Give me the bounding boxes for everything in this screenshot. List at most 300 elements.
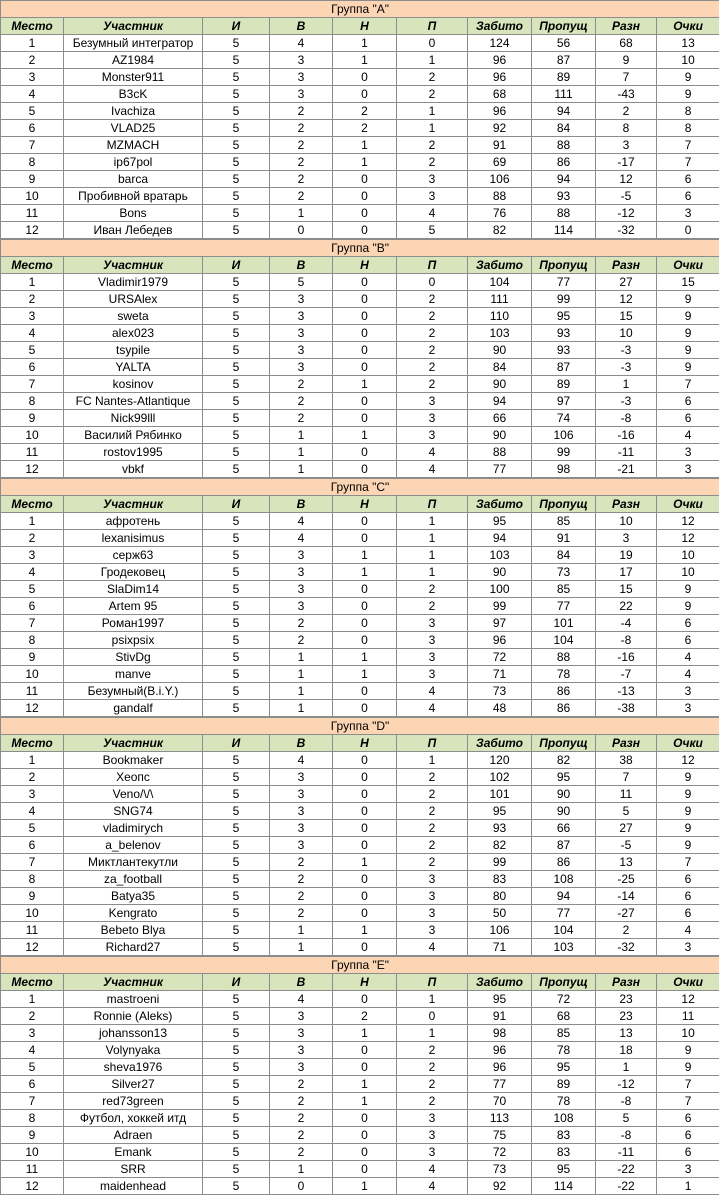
col-scored-cell: 96 (468, 69, 532, 86)
col-wins-cell: 4 (270, 991, 333, 1008)
col-games-cell: 5 (203, 35, 270, 52)
col-losses-cell: 1 (397, 120, 468, 137)
col-participant-cell: Миктлантекутли (64, 854, 203, 871)
col-losses-cell: 3 (397, 871, 468, 888)
col-games-cell: 5 (203, 888, 270, 905)
col-conceded-cell: 86 (532, 683, 596, 700)
col-losses-cell: 4 (397, 1161, 468, 1178)
col-draws-cell: 1 (333, 52, 397, 69)
table-row (1, 205, 719, 222)
col-wins-cell: 2 (270, 615, 333, 632)
col-losses-cell: 3 (397, 888, 468, 905)
col-scored-cell: 73 (468, 1161, 532, 1178)
col-scored-cell: 50 (468, 905, 532, 922)
table-row (1, 803, 719, 820)
col-wins-cell: 3 (270, 359, 333, 376)
table-row (1, 393, 719, 410)
col-place-cell: 5 (1, 581, 64, 598)
col-games-cell: 5 (203, 803, 270, 820)
col-conceded-cell: 87 (532, 52, 596, 69)
col-games-cell: 5 (203, 1025, 270, 1042)
col-points-cell: 6 (657, 188, 719, 205)
col-games-cell: 5 (203, 171, 270, 188)
col-games-cell: 5 (203, 649, 270, 666)
col-draws-header: Н (333, 18, 397, 35)
col-losses-cell: 2 (397, 1093, 468, 1110)
col-conceded-cell: 95 (532, 1059, 596, 1076)
col-games-cell: 5 (203, 513, 270, 530)
col-place-cell: 9 (1, 1127, 64, 1144)
col-conceded-cell: 73 (532, 564, 596, 581)
col-diff-cell: -32 (596, 939, 657, 956)
col-diff-cell: -14 (596, 888, 657, 905)
col-draws-cell: 0 (333, 1161, 397, 1178)
col-games-cell: 5 (203, 274, 270, 291)
col-participant-cell: red73green (64, 1093, 203, 1110)
table-row (1, 1161, 719, 1178)
col-diff-cell: 10 (596, 325, 657, 342)
col-draws-cell: 1 (333, 1178, 397, 1195)
col-scored-cell: 88 (468, 444, 532, 461)
col-losses-header: П (397, 496, 468, 513)
col-diff-cell: -16 (596, 649, 657, 666)
group-title-row (1, 479, 719, 496)
table-row (1, 871, 719, 888)
col-games-cell: 5 (203, 205, 270, 222)
col-wins-cell: 3 (270, 1059, 333, 1076)
col-conceded-header: Пропущ (532, 735, 596, 752)
col-losses-header: П (397, 18, 468, 35)
col-place-cell: 1 (1, 752, 64, 769)
table-row (1, 1042, 719, 1059)
col-games-cell: 5 (203, 1161, 270, 1178)
col-diff-cell: 5 (596, 803, 657, 820)
col-diff-cell: -4 (596, 615, 657, 632)
col-place-cell: 7 (1, 615, 64, 632)
col-games-cell: 5 (203, 461, 270, 478)
col-draws-cell: 1 (333, 922, 397, 939)
col-participant-cell: Adraen (64, 1127, 203, 1144)
col-place-cell: 12 (1, 700, 64, 717)
col-place-cell: 5 (1, 342, 64, 359)
col-points-cell: 3 (657, 205, 719, 222)
col-losses-cell: 2 (397, 854, 468, 871)
col-draws-cell: 1 (333, 35, 397, 52)
col-losses-cell: 1 (397, 547, 468, 564)
col-points-cell: 15 (657, 274, 719, 291)
col-games-cell: 5 (203, 1042, 270, 1059)
col-scored-cell: 94 (468, 530, 532, 547)
col-participant-cell: Пробивной вратарь (64, 188, 203, 205)
col-points-cell: 3 (657, 700, 719, 717)
col-place-cell: 9 (1, 171, 64, 188)
col-scored-cell: 99 (468, 854, 532, 871)
col-place-cell: 12 (1, 1178, 64, 1195)
col-points-cell: 9 (657, 291, 719, 308)
col-diff-cell: -32 (596, 222, 657, 239)
col-draws-cell: 0 (333, 205, 397, 222)
col-participant-cell: Monster911 (64, 69, 203, 86)
col-points-cell: 9 (657, 69, 719, 86)
col-place-header: Место (1, 18, 64, 35)
col-losses-cell: 4 (397, 683, 468, 700)
col-conceded-cell: 95 (532, 308, 596, 325)
col-participant-cell: psixpsix (64, 632, 203, 649)
col-place-cell: 7 (1, 1093, 64, 1110)
col-games-cell: 5 (203, 530, 270, 547)
col-diff-cell: -38 (596, 700, 657, 717)
col-points-cell: 9 (657, 325, 719, 342)
col-conceded-cell: 83 (532, 1144, 596, 1161)
col-points-cell: 10 (657, 52, 719, 69)
col-scored-cell: 90 (468, 342, 532, 359)
col-participant-cell: Batya35 (64, 888, 203, 905)
col-participant-cell: Иван Лебедев (64, 222, 203, 239)
col-points-cell: 3 (657, 683, 719, 700)
col-games-cell: 5 (203, 308, 270, 325)
col-losses-cell: 2 (397, 308, 468, 325)
group-table (0, 956, 719, 1195)
table-row (1, 461, 719, 478)
col-draws-cell: 2 (333, 103, 397, 120)
col-conceded-cell: 90 (532, 786, 596, 803)
col-participant-cell: AZ1984 (64, 52, 203, 69)
col-scored-cell: 90 (468, 376, 532, 393)
col-draws-cell: 0 (333, 837, 397, 854)
col-points-cell: 7 (657, 154, 719, 171)
col-scored-cell: 96 (468, 1059, 532, 1076)
col-draws-cell: 0 (333, 171, 397, 188)
header-row (1, 735, 719, 752)
col-scored-header: Забито (468, 974, 532, 991)
col-diff-cell: -8 (596, 1093, 657, 1110)
col-participant-cell: Bebeto Blya (64, 922, 203, 939)
col-draws-header: Н (333, 257, 397, 274)
col-participant-cell: maidenhead (64, 1178, 203, 1195)
col-diff-cell: -8 (596, 632, 657, 649)
col-place-cell: 3 (1, 786, 64, 803)
col-scored-cell: 93 (468, 820, 532, 837)
col-points-cell: 9 (657, 359, 719, 376)
col-participant-cell: SNG74 (64, 803, 203, 820)
col-place-cell: 2 (1, 530, 64, 547)
col-conceded-cell: 89 (532, 1076, 596, 1093)
col-participant-cell: rostov1995 (64, 444, 203, 461)
col-games-cell: 5 (203, 137, 270, 154)
table-row (1, 1110, 719, 1127)
table-row (1, 120, 719, 137)
col-scored-cell: 95 (468, 513, 532, 530)
col-losses-cell: 1 (397, 103, 468, 120)
col-points-cell: 3 (657, 1161, 719, 1178)
col-diff-cell: 15 (596, 308, 657, 325)
col-losses-cell: 2 (397, 291, 468, 308)
col-diff-header: Разн (596, 496, 657, 513)
col-games-cell: 5 (203, 752, 270, 769)
col-points-cell: 10 (657, 564, 719, 581)
col-games-cell: 5 (203, 598, 270, 615)
col-losses-cell: 4 (397, 700, 468, 717)
col-points-cell: 10 (657, 547, 719, 564)
col-participant-cell: sheva1976 (64, 1059, 203, 1076)
col-draws-cell: 0 (333, 188, 397, 205)
group-table (0, 0, 719, 239)
col-points-cell: 9 (657, 769, 719, 786)
col-losses-cell: 2 (397, 1042, 468, 1059)
col-participant-cell: johansson13 (64, 1025, 203, 1042)
col-points-cell: 12 (657, 530, 719, 547)
col-diff-cell: -22 (596, 1161, 657, 1178)
col-participant-cell: Bons (64, 205, 203, 222)
col-points-cell: 4 (657, 649, 719, 666)
col-games-cell: 5 (203, 615, 270, 632)
col-points-cell: 6 (657, 888, 719, 905)
col-games-cell: 5 (203, 1144, 270, 1161)
col-wins-cell: 2 (270, 171, 333, 188)
col-wins-cell: 2 (270, 410, 333, 427)
col-diff-cell: 23 (596, 991, 657, 1008)
col-games-cell: 5 (203, 427, 270, 444)
col-participant-cell: SlaDim14 (64, 581, 203, 598)
col-scored-cell: 96 (468, 632, 532, 649)
col-wins-cell: 0 (270, 1178, 333, 1195)
col-points-header: Очки (657, 496, 719, 513)
col-scored-cell: 72 (468, 649, 532, 666)
table-row (1, 1127, 719, 1144)
table-row (1, 103, 719, 120)
col-diff-cell: 27 (596, 274, 657, 291)
table-row (1, 769, 719, 786)
col-losses-cell: 3 (397, 393, 468, 410)
col-draws-cell: 0 (333, 939, 397, 956)
table-row (1, 513, 719, 530)
col-participant-cell: Безумный(B.i.Y.) (64, 683, 203, 700)
table-row (1, 854, 719, 871)
col-wins-cell: 2 (270, 1144, 333, 1161)
col-place-cell: 5 (1, 103, 64, 120)
col-place-cell: 4 (1, 1042, 64, 1059)
col-points-cell: 7 (657, 137, 719, 154)
col-losses-header: П (397, 735, 468, 752)
table-row (1, 547, 719, 564)
col-conceded-cell: 114 (532, 1178, 596, 1195)
col-scored-cell: 66 (468, 410, 532, 427)
col-points-cell: 12 (657, 752, 719, 769)
col-points-cell: 7 (657, 854, 719, 871)
col-wins-cell: 3 (270, 547, 333, 564)
col-points-header: Очки (657, 974, 719, 991)
col-draws-header: Н (333, 496, 397, 513)
col-diff-cell: -11 (596, 444, 657, 461)
col-losses-cell: 2 (397, 581, 468, 598)
col-games-header: И (203, 18, 270, 35)
col-scored-cell: 100 (468, 581, 532, 598)
col-draws-cell: 1 (333, 1076, 397, 1093)
col-place-cell: 2 (1, 52, 64, 69)
col-scored-cell: 91 (468, 137, 532, 154)
col-participant-cell: серж63 (64, 547, 203, 564)
col-draws-header: Н (333, 974, 397, 991)
col-wins-cell: 3 (270, 1008, 333, 1025)
col-diff-cell: 12 (596, 171, 657, 188)
group-title-row (1, 957, 719, 974)
col-place-header: Место (1, 257, 64, 274)
col-points-cell: 4 (657, 427, 719, 444)
col-wins-cell: 2 (270, 888, 333, 905)
group-title: Группа "E" (1, 957, 719, 974)
col-participant-cell: SRR (64, 1161, 203, 1178)
col-conceded-cell: 74 (532, 410, 596, 427)
col-conceded-cell: 114 (532, 222, 596, 239)
col-conceded-cell: 111 (532, 86, 596, 103)
col-diff-cell: -22 (596, 1178, 657, 1195)
col-wins-cell: 0 (270, 222, 333, 239)
col-scored-cell: 92 (468, 1178, 532, 1195)
col-diff-cell: -16 (596, 427, 657, 444)
col-draws-cell: 0 (333, 786, 397, 803)
col-points-cell: 7 (657, 376, 719, 393)
col-wins-cell: 3 (270, 598, 333, 615)
col-diff-cell: -3 (596, 342, 657, 359)
col-wins-cell: 2 (270, 188, 333, 205)
col-wins-cell: 1 (270, 649, 333, 666)
col-losses-cell: 2 (397, 69, 468, 86)
col-games-cell: 5 (203, 410, 270, 427)
col-points-cell: 9 (657, 837, 719, 854)
col-points-cell: 0 (657, 222, 719, 239)
col-draws-cell: 1 (333, 154, 397, 171)
col-participant-cell: alex023 (64, 325, 203, 342)
col-conceded-header: Пропущ (532, 18, 596, 35)
col-games-cell: 5 (203, 342, 270, 359)
col-losses-cell: 2 (397, 1076, 468, 1093)
col-losses-cell: 3 (397, 615, 468, 632)
col-wins-cell: 3 (270, 1042, 333, 1059)
col-diff-cell: 68 (596, 35, 657, 52)
col-losses-cell: 3 (397, 649, 468, 666)
col-draws-cell: 0 (333, 905, 397, 922)
col-place-cell: 6 (1, 359, 64, 376)
col-points-header: Очки (657, 257, 719, 274)
col-games-cell: 5 (203, 632, 270, 649)
col-conceded-cell: 90 (532, 803, 596, 820)
col-participant-cell: Nick99lll (64, 410, 203, 427)
col-diff-cell: 2 (596, 103, 657, 120)
col-games-cell: 5 (203, 120, 270, 137)
col-points-cell: 3 (657, 461, 719, 478)
col-participant-cell: Ronnie (Aleks) (64, 1008, 203, 1025)
col-wins-cell: 1 (270, 939, 333, 956)
col-scored-cell: 75 (468, 1127, 532, 1144)
col-scored-cell: 73 (468, 683, 532, 700)
col-place-cell: 10 (1, 666, 64, 683)
col-scored-cell: 90 (468, 427, 532, 444)
col-points-cell: 12 (657, 991, 719, 1008)
col-scored-cell: 91 (468, 1008, 532, 1025)
col-participant-header: Участник (64, 18, 203, 35)
col-games-cell: 5 (203, 991, 270, 1008)
table-row (1, 1144, 719, 1161)
col-draws-cell: 0 (333, 632, 397, 649)
col-games-cell: 5 (203, 905, 270, 922)
col-games-cell: 5 (203, 1093, 270, 1110)
col-games-cell: 5 (203, 939, 270, 956)
col-diff-cell: -11 (596, 1144, 657, 1161)
col-participant-cell: vbkf (64, 461, 203, 478)
col-games-cell: 5 (203, 666, 270, 683)
col-points-cell: 6 (657, 615, 719, 632)
col-wins-cell: 3 (270, 786, 333, 803)
col-games-cell: 5 (203, 854, 270, 871)
col-scored-cell: 106 (468, 922, 532, 939)
col-points-cell: 6 (657, 1127, 719, 1144)
col-diff-cell: 7 (596, 69, 657, 86)
col-points-cell: 9 (657, 86, 719, 103)
col-wins-cell: 2 (270, 905, 333, 922)
col-conceded-cell: 97 (532, 393, 596, 410)
col-participant-cell: barca (64, 171, 203, 188)
col-wins-cell: 4 (270, 513, 333, 530)
col-losses-cell: 1 (397, 52, 468, 69)
col-draws-cell: 0 (333, 325, 397, 342)
col-losses-cell: 2 (397, 154, 468, 171)
col-losses-cell: 3 (397, 905, 468, 922)
col-conceded-cell: 72 (532, 991, 596, 1008)
table-row (1, 308, 719, 325)
col-games-cell: 5 (203, 683, 270, 700)
col-participant-header: Участник (64, 496, 203, 513)
col-place-cell: 6 (1, 1076, 64, 1093)
col-diff-cell: 23 (596, 1008, 657, 1025)
col-participant-cell: za_football (64, 871, 203, 888)
col-draws-cell: 0 (333, 1110, 397, 1127)
col-diff-cell: -17 (596, 154, 657, 171)
col-diff-cell: 15 (596, 581, 657, 598)
col-wins-cell: 3 (270, 837, 333, 854)
col-draws-cell: 0 (333, 820, 397, 837)
col-diff-header: Разн (596, 257, 657, 274)
col-place-cell: 12 (1, 939, 64, 956)
header-row (1, 496, 719, 513)
col-wins-cell: 3 (270, 291, 333, 308)
col-place-header: Место (1, 735, 64, 752)
col-conceded-cell: 89 (532, 376, 596, 393)
col-place-cell: 10 (1, 188, 64, 205)
col-games-cell: 5 (203, 1127, 270, 1144)
col-draws-cell: 0 (333, 1042, 397, 1059)
col-diff-cell: -3 (596, 393, 657, 410)
table-row (1, 444, 719, 461)
col-losses-cell: 3 (397, 188, 468, 205)
col-points-cell: 9 (657, 342, 719, 359)
table-row (1, 820, 719, 837)
col-games-cell: 5 (203, 222, 270, 239)
col-losses-cell: 3 (397, 1144, 468, 1161)
col-conceded-cell: 108 (532, 1110, 596, 1127)
col-conceded-cell: 87 (532, 837, 596, 854)
col-draws-cell: 1 (333, 564, 397, 581)
col-draws-cell: 1 (333, 137, 397, 154)
col-diff-header: Разн (596, 974, 657, 991)
col-losses-cell: 2 (397, 769, 468, 786)
col-draws-cell: 1 (333, 547, 397, 564)
col-conceded-cell: 56 (532, 35, 596, 52)
col-wins-cell: 5 (270, 274, 333, 291)
col-wins-cell: 1 (270, 427, 333, 444)
col-participant-cell: YALTA (64, 359, 203, 376)
table-row (1, 632, 719, 649)
col-participant-cell: Richard27 (64, 939, 203, 956)
